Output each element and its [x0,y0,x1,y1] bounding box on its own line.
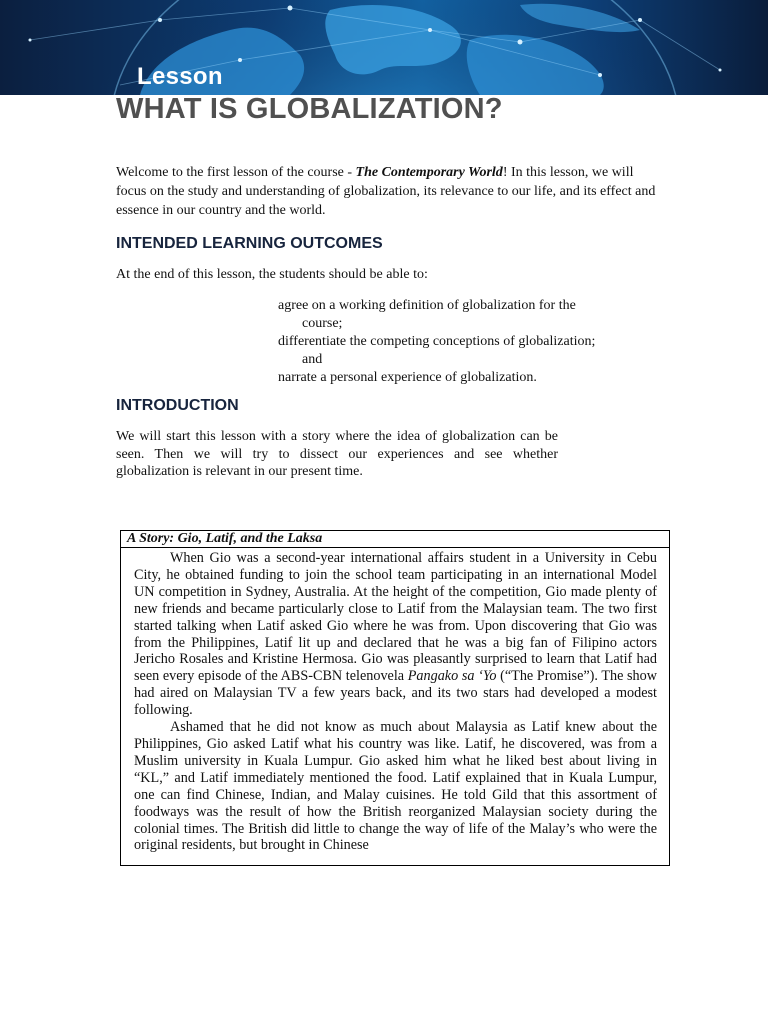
outcome-text-continued: and [302,352,323,367]
outcome-item [278,369,648,387]
outcomes-heading: INTENDED LEARNING OUTCOMES [116,235,383,252]
outcomes-intro: At the end of this lesson, the students should be able to: [116,267,428,282]
outcome-item [278,297,648,333]
introduction-text: We will start this lesson with a story where the idea of globalization can be seen. Then we will try to dissect our experiences and see whether globalization is relevant in our present time. [116,429,558,479]
page-title: WHAT IS GLOBALIZATION? [116,93,503,125]
outcomes-list [278,297,648,387]
outcome-item [278,333,648,369]
course-name: The Contemporary World [355,165,503,180]
story-box [120,530,670,866]
story-title: A Story: Gio, Latif, and the Laksa [121,531,669,548]
welcome-text-end: ! In this lesson, we will focus on the study and understanding of globalization, its relevance to our life, and its effect and essence in our country and the world. [116,165,656,218]
outcome-text: agree on a working definition of globalization for the [278,298,576,313]
story-text: When Gio was a second-year international affairs student in a University in Cebu City, he obtained funding to join the school team participating in an international Model UN competition in Sydney, Australia. At the height of the competition, Gio made plenty of new friends and became particularly close to Latif from the Malaysian team. The two first started talking when Latif asked Gio where he was from. Upon discovering that Gio was from the Philippines, Latif lit up and declared that he was a big fan of Filipino actors Jericho Rosales and Kristine Hermosa. Gio was pleasantly surprised to learn that Latif had seen every episode of the ABS-CBN telenovela [134,550,657,685]
story-paragraph: Ashamed that he did not know as much about Malaysia as Latif knew about the Philippines, Gio asked Latif what his country was like. Latif, he discovered, was from a Muslim university in Kuala Lumpur. Gio asked him what he liked best about living in “KL,” and Latif immediately mentioned the food. Latif explained that in Kuala Lumpur, one can find Chinese, Indian, and Malay cuisines. He told Gild that this assortment of foodways was the result of how the British reorganized Malaysian society during the colonial times. The British did little to change the way of life of the Malay’s who were the original residents, but brought in Chinese [134,719,657,854]
story-paragraph [134,550,657,719]
globe-illustration [0,0,768,95]
outcome-text: differentiate the competing conceptions of globalization; [278,334,596,349]
outcome-text-continued: course; [302,316,343,331]
welcome-text-start: Welcome to the first lesson of the course - [116,165,356,180]
welcome-paragraph [116,163,656,220]
outcome-text: narrate a personal experience of globalization. [278,370,537,385]
story-body [121,548,669,854]
lesson-label: Lesson [137,63,223,90]
show-title: Pangako sa ‘Yo [407,668,497,685]
story-text: (“The Promise”). The show had aired on Malaysian TV a few years back, and its two stars had developed a modest following. [134,668,657,719]
header-banner [0,0,768,95]
introduction-heading: INTRODUCTION [116,397,239,414]
